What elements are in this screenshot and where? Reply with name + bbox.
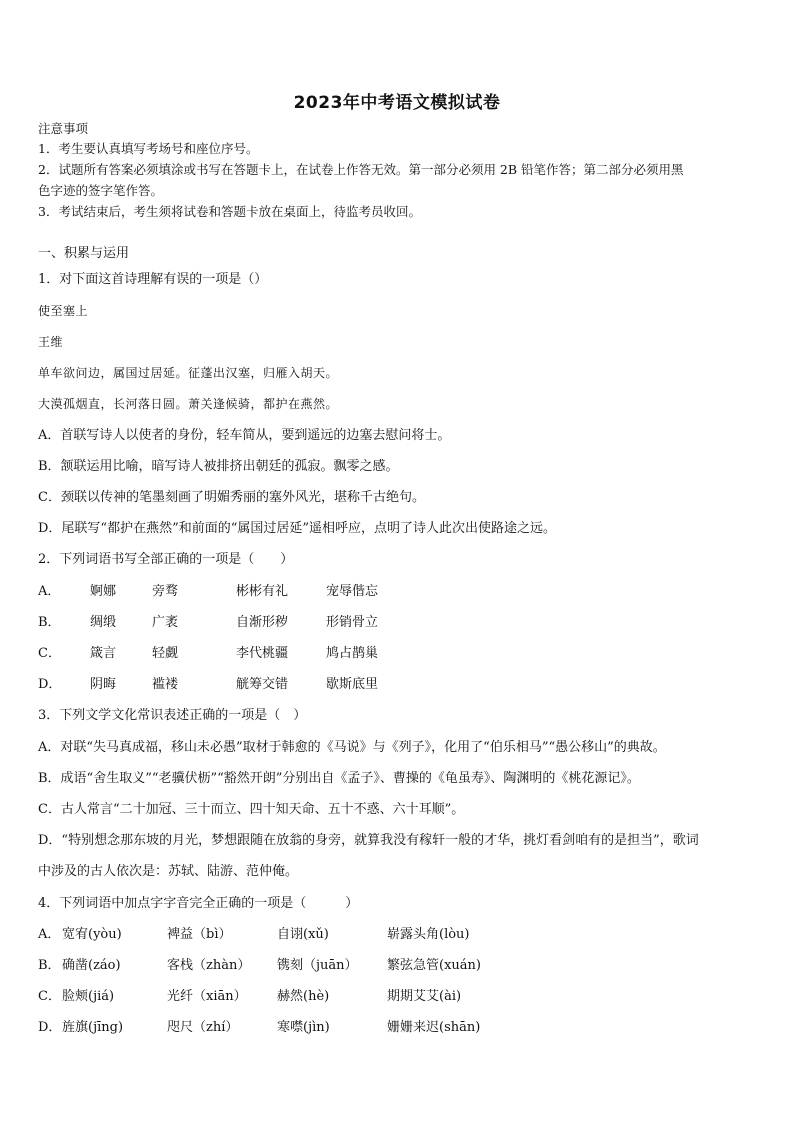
option-word: 鸠占鹊巢 <box>326 646 379 661</box>
question-3-option-d-cont: 中涉及的古人依次是：苏轼、陆游、范仲俺。 <box>38 864 299 879</box>
notes-heading: 注意事项 <box>38 121 89 136</box>
note-item: 2．试题所有答案必须填涂或书写在答题卡上，在试卷上作答无效。第一部分必须用 2B 铅笔作答；第二部分必须用黑 <box>38 162 684 177</box>
question-1-option-a: A．首联写诗人以使者的身份，轻车简从，要到遥远的边塞去慰问将士。 <box>38 428 451 443</box>
question-4-option-row <box>38 988 461 1006</box>
note-item: 色字迹的签字笔作答。 <box>38 183 164 198</box>
option-word: 箴言 <box>90 646 117 661</box>
question-3-option-a: A．对联“失马真成福，移山未必愚”取材于韩愈的《马说》与《列子》，化用了“伯乐相马”“愚公移山”的典故。 <box>38 740 666 755</box>
question-2-option-row <box>38 583 378 601</box>
question-2-stem: 2．下列词语书写全部正确的一项是（ ） <box>38 552 294 567</box>
page-title: 2023年中考语文模拟试卷 <box>293 93 501 113</box>
option-letter: B． <box>38 615 61 630</box>
poem-title: 使至塞上 <box>38 304 89 318</box>
question-2-option-row <box>38 676 378 694</box>
poem-author: 王维 <box>38 335 64 349</box>
question-4-stem: 4．下列词语中加点字字音完全正确的一项是（ ） <box>38 896 359 911</box>
option-word: 歇斯底里 <box>326 677 379 692</box>
option-letter: A． <box>38 927 61 942</box>
option-word: 绸缎 <box>90 615 117 630</box>
question-1-option-c: C．颈联以传神的笔墨刻画了明媚秀丽的塞外风光，堪称千古绝句。 <box>38 490 425 505</box>
option-word: 确凿(záo) <box>62 958 121 973</box>
question-3-option-c: C．古人常言“二十加冠、三十而立、四十知天命、五十不惑、六十耳顺”。 <box>38 802 465 817</box>
question-1-option-d: D．尾联写“都护在燕然”和前面的“属国过居延”遥相呼应，点明了诗人此次出使路途之远。 <box>38 521 557 536</box>
option-word: 脸颊(jiá) <box>62 989 115 1004</box>
option-word: 褴褛 <box>152 677 179 692</box>
question-1-stem: 1．对下面这首诗理解有误的一项是（） <box>38 272 268 287</box>
poem-line: 单车欲问边，属国过居延。征蓬出汉塞，归雁入胡天。 <box>38 366 339 380</box>
option-word: 婀娜 <box>90 584 117 599</box>
option-word: 期期艾艾(ài) <box>387 989 462 1004</box>
option-word: 镌刻（juān） <box>277 958 358 973</box>
note-item: 1．考生要认真填写考场号和座位序号。 <box>38 141 259 156</box>
option-word: 寒噤(jìn) <box>277 1020 330 1035</box>
option-word: 李代桃疆 <box>236 646 289 661</box>
option-word: 旁骛 <box>152 584 179 599</box>
option-word: 轻觑 <box>152 646 179 661</box>
option-word: 自诩(xǔ) <box>277 927 329 942</box>
question-2-option-row <box>38 614 378 632</box>
option-word: 裨益（bì） <box>167 927 232 942</box>
option-word: 宠辱偕忘 <box>326 584 379 599</box>
question-4-option-row <box>38 1019 480 1037</box>
question-4-option-row <box>38 926 470 944</box>
option-word: 广袤 <box>152 615 179 630</box>
option-letter: B． <box>38 958 61 973</box>
option-word: 客栈（zhàn） <box>167 958 251 973</box>
option-word: 形销骨立 <box>326 615 379 630</box>
option-word: 咫尺（zhí） <box>167 1020 239 1035</box>
option-letter: A． <box>38 584 61 599</box>
option-word: 彬彬有礼 <box>236 584 289 599</box>
option-word: 姗姗来迟(shān) <box>387 1020 481 1035</box>
option-word: 赫然(hè) <box>277 989 330 1004</box>
option-word: 旌旗(jīng) <box>62 1020 124 1035</box>
option-word: 繁弦急管(xuán) <box>387 958 481 973</box>
option-letter: D． <box>38 677 62 692</box>
option-word: 阴晦 <box>90 677 117 692</box>
note-item: 3．考试结束后，考生须将试卷和答题卡放在桌面上，待监考员收回。 <box>38 204 421 219</box>
option-letter: C． <box>38 646 61 661</box>
option-word: 觥筹交错 <box>236 677 289 692</box>
option-word: 自渐形秽 <box>236 615 289 630</box>
question-3-stem: 3．下列文学文化常识表述正确的一项是（ ） <box>38 708 307 723</box>
question-2-option-row <box>38 645 378 663</box>
option-word: 光纤（xiān） <box>167 989 247 1004</box>
question-3-option-b: B．成语“舍生取义”“老骥伏枥”“豁然开朗”分别出自《孟子》、曹操的《龟虽寿》、陶渊明的《桃花源记》。 <box>38 771 640 786</box>
option-word: 崭露头角(lòu) <box>387 927 470 942</box>
question-3-option-d: D．“特别想念那东坡的月光，梦想跟随在放翁的身旁，就算我没有稼轩一般的才华，挑灯看剑咱有的是担当”，歌词 <box>38 833 699 848</box>
question-1-option-b: B．颔联运用比喻，暗写诗人被排挤出朝廷的孤寂。飘零之感。 <box>38 459 399 474</box>
option-word: 宽宥(yòu) <box>62 927 122 942</box>
option-letter: D． <box>38 1020 62 1035</box>
question-4-option-row <box>38 957 481 975</box>
section-heading: 一、积累与运用 <box>38 246 130 261</box>
poem-line: 大漠孤烟直，长河落日圆。萧关逢候骑，都护在燕然。 <box>38 397 339 411</box>
option-letter: C． <box>38 989 61 1004</box>
